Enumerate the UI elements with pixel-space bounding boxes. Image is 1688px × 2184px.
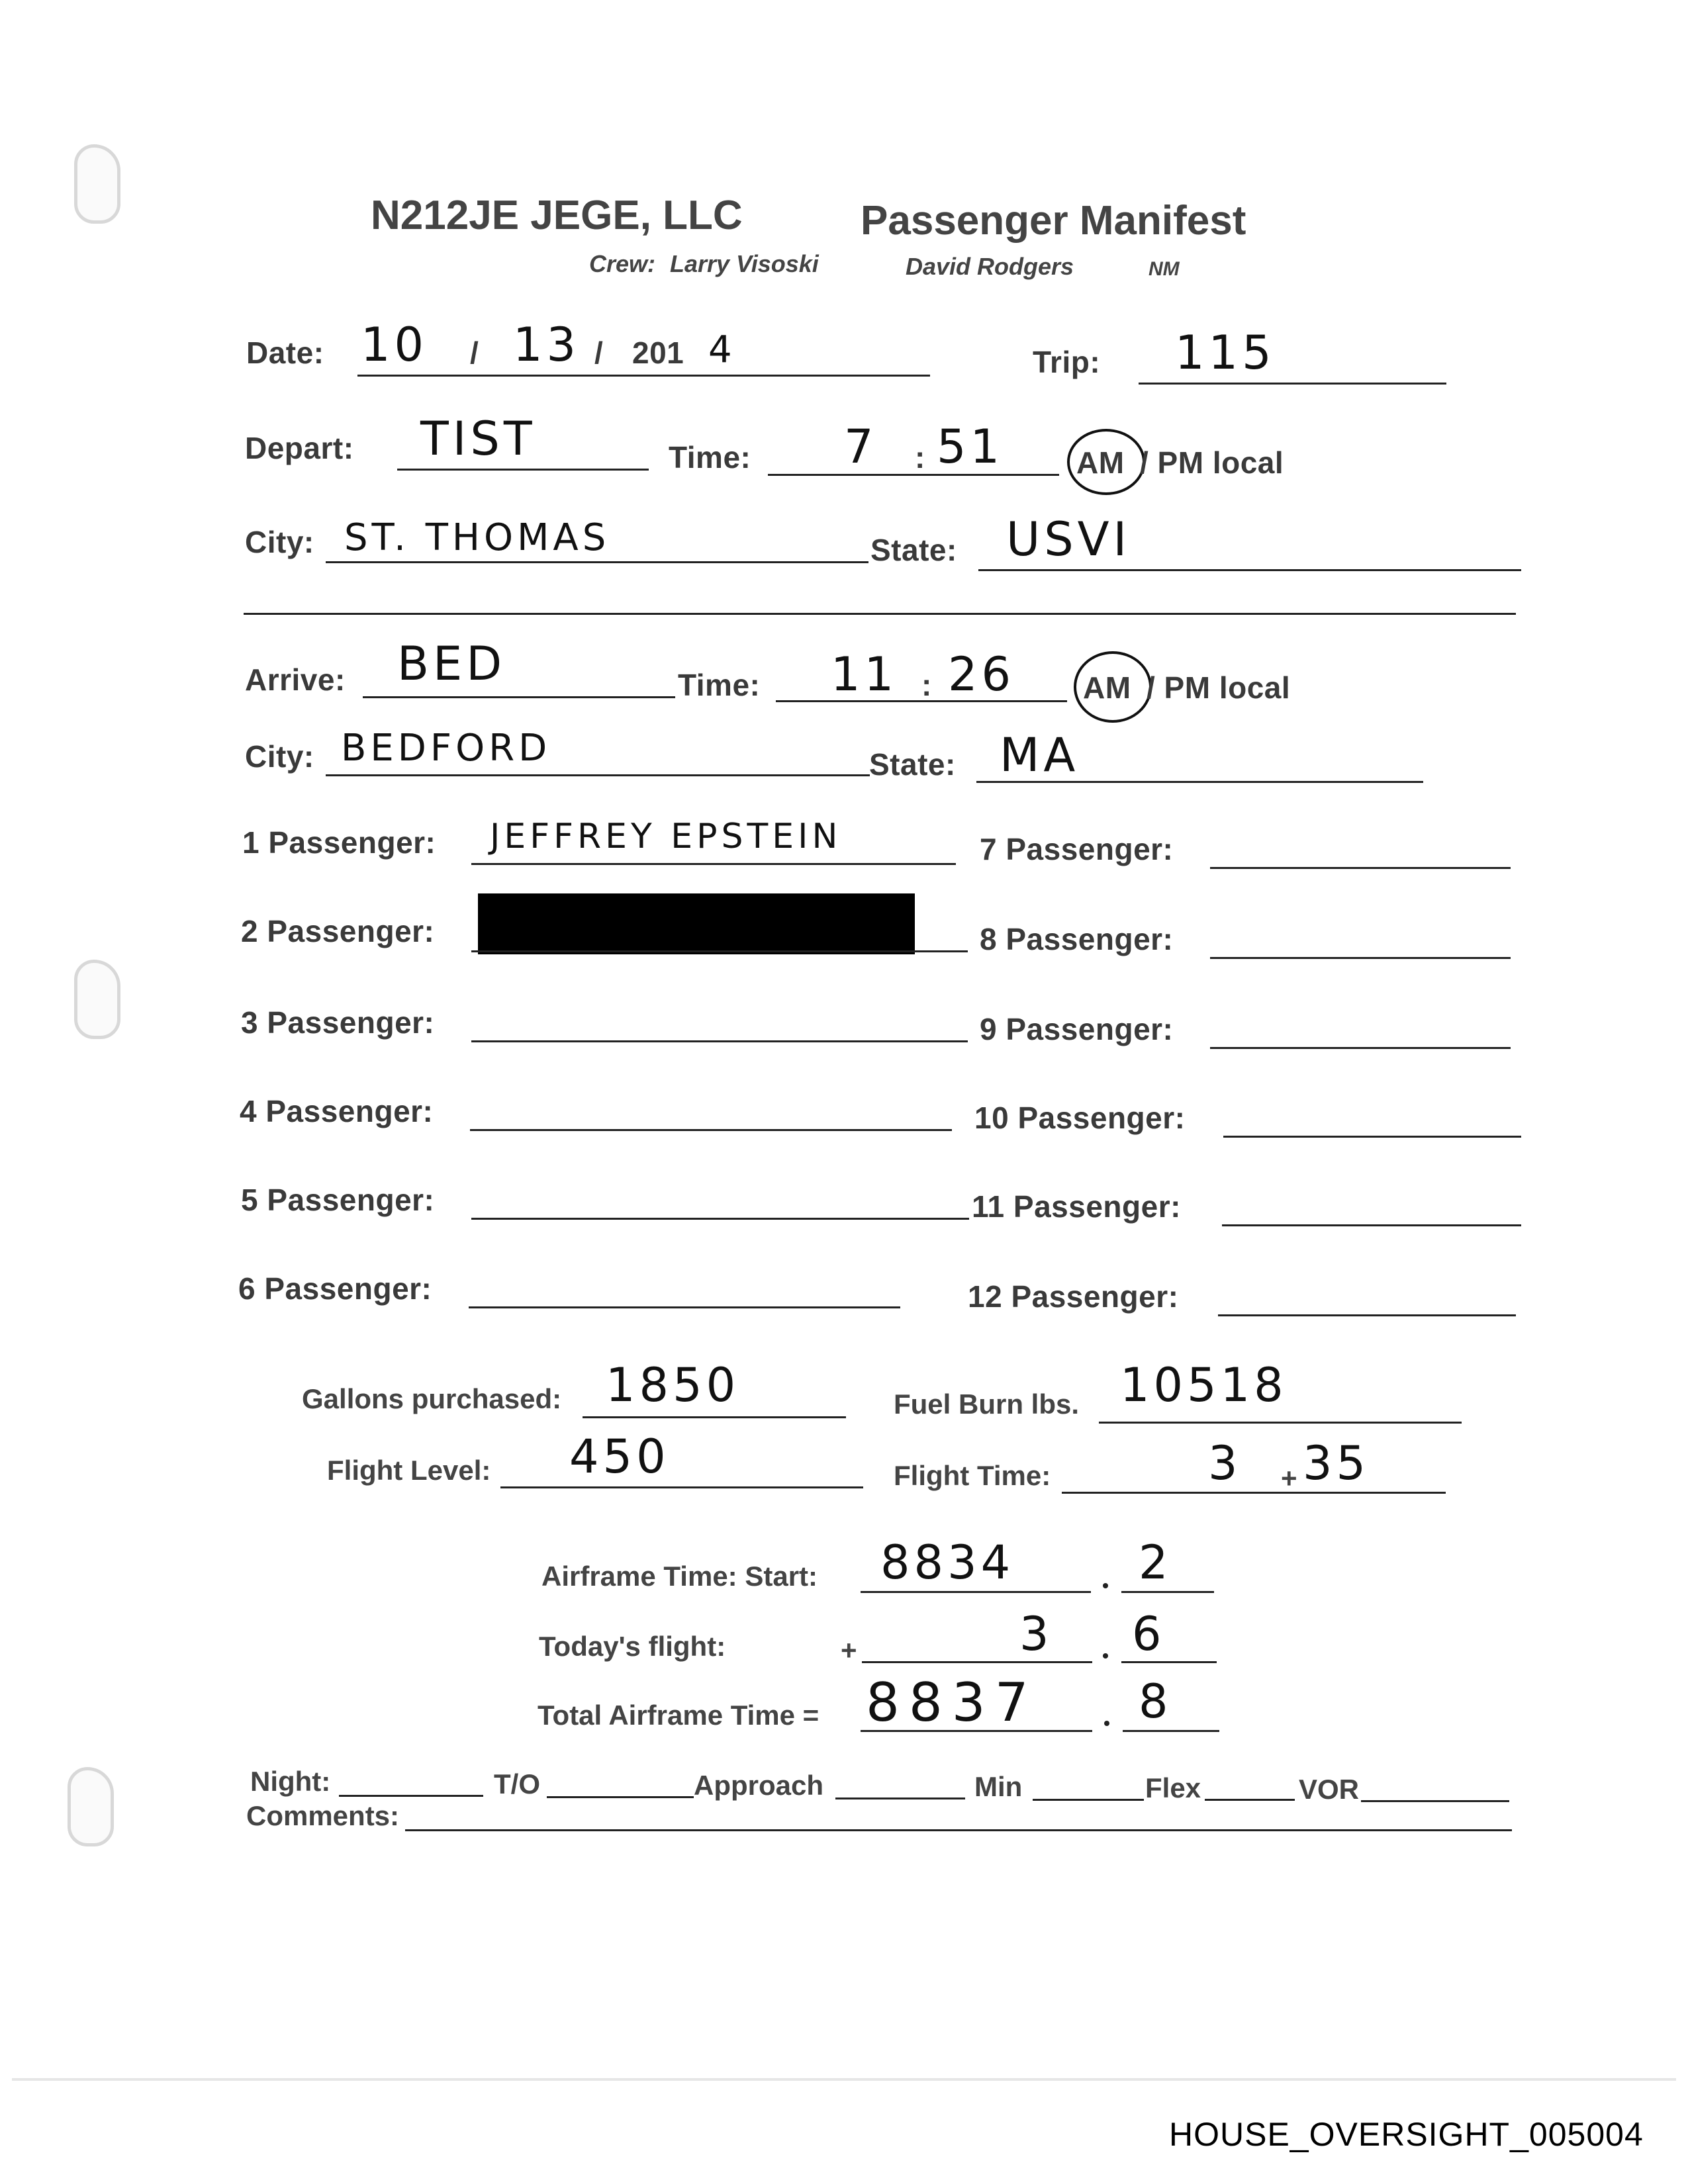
depart-am: AM <box>1076 445 1125 480</box>
vor-line <box>1361 1800 1509 1802</box>
flight-time-minutes: 35 <box>1303 1436 1370 1490</box>
passenger-label: 9 Passenger: <box>980 1012 1174 1046</box>
passenger-label: 10 Passenger: <box>974 1101 1186 1135</box>
depart-time-label: Time: <box>669 440 751 475</box>
flight-level-line <box>500 1486 863 1488</box>
arrive-label: Arrive: <box>245 662 346 697</box>
depart-city-line <box>326 561 868 563</box>
fuel-burn-label: Fuel Burn lbs. <box>894 1388 1080 1420</box>
flight-time-hours: 3 <box>1208 1436 1242 1490</box>
depart-city-label: City: <box>245 525 314 559</box>
flight-time-line <box>1062 1492 1446 1494</box>
airframe-start-whole: 8834 <box>880 1535 1015 1590</box>
arrive-hour: 11 <box>831 647 898 702</box>
today-flight-tenth: 6 <box>1132 1607 1166 1661</box>
arrive-am: AM <box>1083 670 1131 705</box>
depart-label: Depart: <box>245 431 354 465</box>
depart-state-label: State: <box>870 533 957 567</box>
total-airframe-whole: 8837 <box>866 1672 1038 1733</box>
passenger-line <box>1218 1314 1516 1316</box>
passenger-line <box>1222 1224 1521 1226</box>
passenger-line <box>471 1040 968 1042</box>
date-separator: / <box>594 336 604 370</box>
total-airframe-tenth-line <box>1123 1730 1219 1732</box>
gallons-line <box>583 1416 846 1418</box>
total-airframe-tenth: 8 <box>1139 1674 1172 1729</box>
time-colon: : <box>921 668 932 702</box>
date-year-printed: 201 <box>632 336 684 370</box>
arrive-pm-local: / PM local <box>1147 670 1291 705</box>
depart-state: USVI <box>1006 512 1131 567</box>
depart-pm-local: / PM local <box>1140 445 1284 480</box>
passenger-label: 2 Passenger: <box>241 914 435 948</box>
arrive-city-label: City: <box>245 739 314 774</box>
passenger-line <box>1223 1136 1521 1138</box>
passenger-label: 8 Passenger: <box>980 922 1174 956</box>
passenger-label: 6 Passenger: <box>238 1271 432 1306</box>
passenger-line <box>471 950 968 952</box>
passenger-line <box>469 1306 900 1308</box>
today-flight-label: Today's flight: <box>539 1631 726 1662</box>
passenger-line <box>470 1129 952 1131</box>
gallons-value: 1850 <box>606 1358 740 1412</box>
flight-time-plus: + <box>1281 1463 1297 1494</box>
bates-number: HOUSE_OVERSIGHT_005004 <box>1169 2116 1644 2153</box>
arrive-state: MA <box>1000 728 1080 782</box>
arrive-minute: 26 <box>948 647 1015 702</box>
crew-member-3: NM <box>1149 258 1180 280</box>
company-name: N212JE JEGE, LLC <box>371 193 743 238</box>
trip-number: 115 <box>1175 326 1276 380</box>
date-separator: / <box>470 336 479 370</box>
decimal-point <box>1104 1721 1109 1726</box>
arrive-time-line <box>776 700 1067 702</box>
arrive-state-line <box>976 781 1423 783</box>
crew-label: Crew: <box>589 250 656 277</box>
date-month: 10 <box>361 318 428 372</box>
flex-label: Flex <box>1145 1772 1201 1803</box>
passenger-label: 1 Passenger: <box>242 825 436 860</box>
total-airframe-label: Total Airframe Time = <box>538 1700 820 1731</box>
time-colon: : <box>915 440 925 475</box>
passenger-line <box>471 863 956 865</box>
date-line <box>357 375 930 377</box>
today-flight-plus: + <box>841 1635 857 1666</box>
depart-airport: TIST <box>420 412 536 466</box>
flight-level-label: Flight Level: <box>327 1455 491 1486</box>
depart-line <box>397 469 649 471</box>
min-line <box>1033 1799 1144 1801</box>
crew-member-1: Larry Visoski <box>670 250 819 277</box>
arrive-city: BEDFORD <box>341 727 551 770</box>
today-flight-whole: 3 <box>1019 1607 1053 1661</box>
trip-line <box>1139 383 1446 385</box>
gallons-label: Gallons purchased: <box>302 1383 562 1414</box>
decimal-point <box>1103 1653 1108 1659</box>
takeoff-label: T/O <box>494 1768 540 1799</box>
airframe-start-label: Airframe Time: Start: <box>541 1561 818 1592</box>
depart-time-line <box>768 474 1059 476</box>
crew-member-2: David Rodgers <box>906 253 1074 280</box>
takeoff-line <box>547 1796 694 1798</box>
binder-hole <box>68 1767 114 1846</box>
arrive-state-label: State: <box>869 747 956 782</box>
fuel-burn-value: 10518 <box>1120 1358 1288 1412</box>
comments-line <box>405 1829 1512 1831</box>
today-flight-line <box>862 1661 1092 1663</box>
airframe-start-tenth: 2 <box>1139 1535 1172 1590</box>
depart-minute: 51 <box>937 420 1004 474</box>
date-year-handwritten: 4 <box>708 328 736 371</box>
flight-time-label: Flight Time: <box>894 1460 1051 1491</box>
passenger-line <box>1210 867 1511 869</box>
date-label: Date: <box>246 336 324 370</box>
airframe-start-line <box>861 1591 1091 1593</box>
scan-edge <box>12 2078 1676 2081</box>
binder-hole <box>74 960 120 1039</box>
arrive-time-label: Time: <box>678 668 761 702</box>
passenger-label: 5 Passenger: <box>241 1183 435 1217</box>
night-label: Night: <box>250 1766 331 1797</box>
passenger-label: 4 Passenger: <box>240 1094 434 1128</box>
passenger-label: 11 Passenger: <box>972 1189 1181 1224</box>
depart-hour: 7 <box>844 420 878 474</box>
min-label: Min <box>974 1771 1023 1802</box>
binder-hole <box>74 144 120 224</box>
passenger-name: JEFFREY EPSTEIN <box>490 817 842 856</box>
arrive-line <box>363 696 675 698</box>
decimal-point <box>1103 1583 1108 1588</box>
redaction-box <box>478 893 915 954</box>
fuel-burn-line <box>1099 1422 1462 1424</box>
night-line <box>339 1795 483 1797</box>
manifest-title: Passenger Manifest <box>861 198 1246 244</box>
airframe-start-tenth-line <box>1121 1591 1214 1593</box>
today-flight-tenth-line <box>1121 1661 1217 1663</box>
passenger-label: 12 Passenger: <box>968 1279 1179 1314</box>
flex-line <box>1205 1799 1295 1801</box>
divider-line <box>244 613 1516 615</box>
arrive-airport: BED <box>397 637 506 691</box>
approach-label: Approach <box>694 1770 824 1801</box>
passenger-label: 3 Passenger: <box>241 1005 435 1040</box>
depart-city: ST. THOMAS <box>344 516 610 559</box>
date-day: 13 <box>513 318 581 372</box>
vor-label: VOR <box>1299 1774 1360 1805</box>
approach-line <box>835 1797 965 1799</box>
flight-level-value: 450 <box>569 1430 670 1484</box>
depart-state-line <box>978 569 1521 571</box>
comments-label: Comments: <box>246 1800 400 1831</box>
trip-label: Trip: <box>1033 345 1101 379</box>
passenger-line <box>471 1218 969 1220</box>
total-airframe-line <box>861 1730 1092 1732</box>
arrive-city-line <box>326 774 870 776</box>
passenger-line <box>1210 1047 1511 1049</box>
passenger-label: 7 Passenger: <box>980 832 1174 866</box>
passenger-line <box>1210 957 1511 959</box>
